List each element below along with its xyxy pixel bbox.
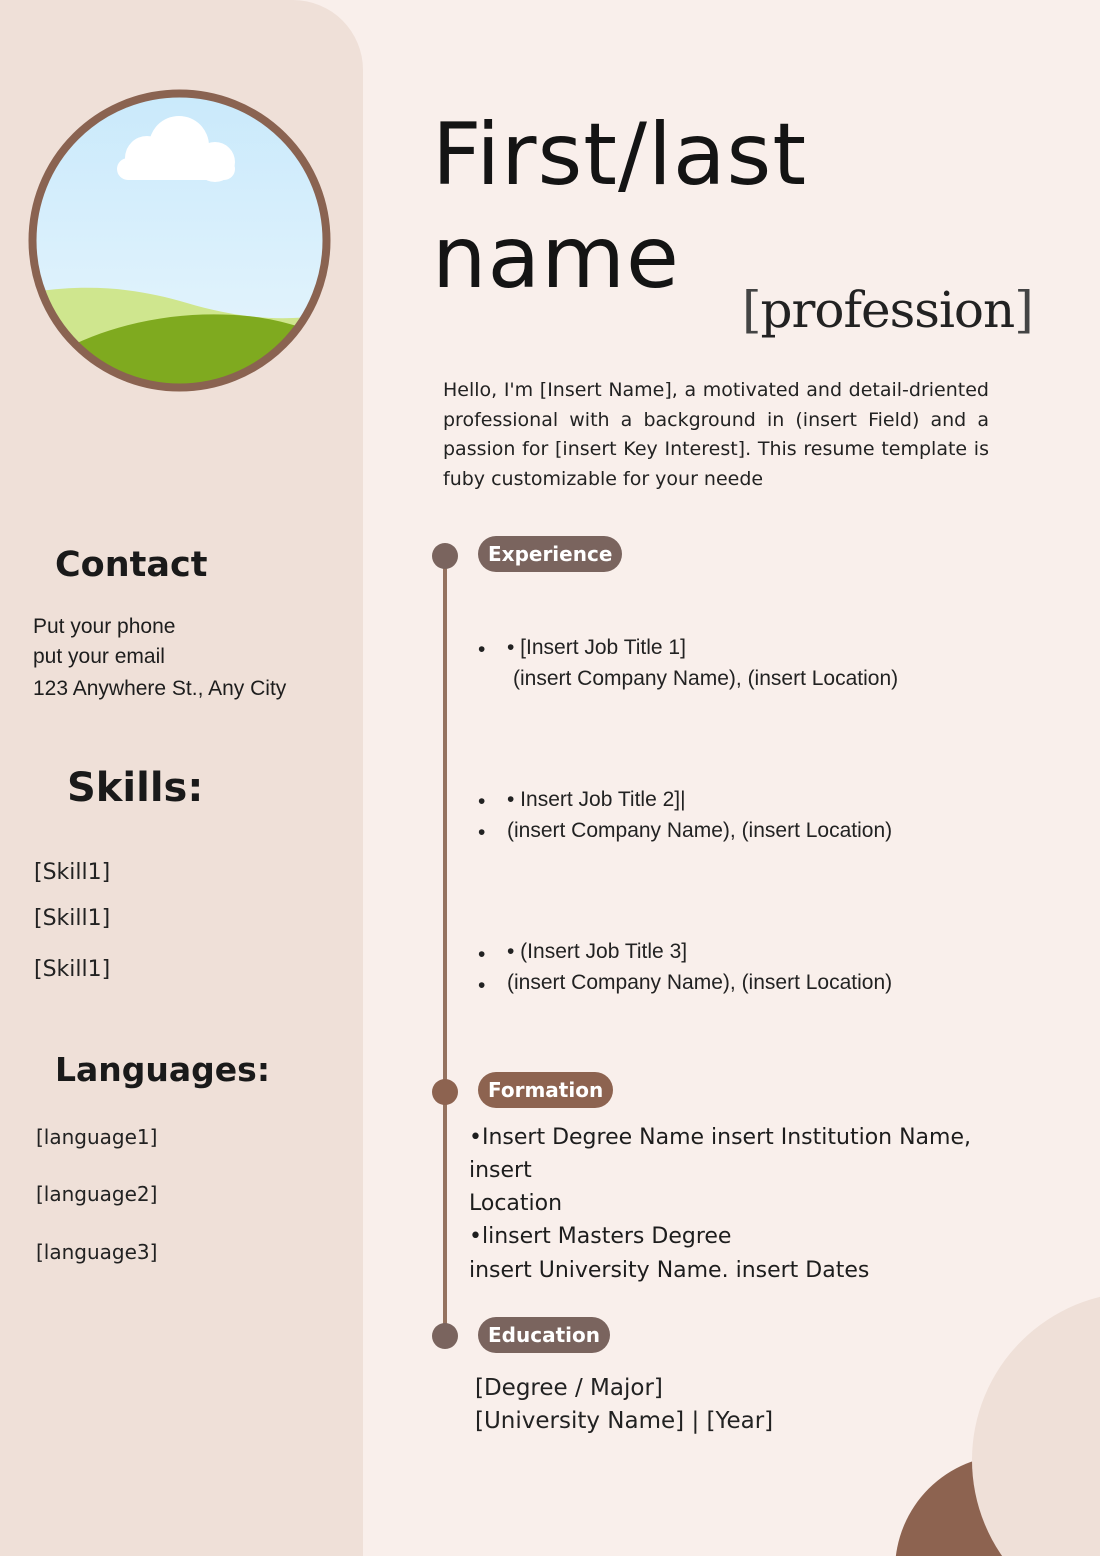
skill-item: [Skill1] (34, 906, 111, 931)
contact-address: 123 Anywhere St., Any City (33, 677, 287, 700)
formation-line: insert (469, 1158, 532, 1183)
languages-heading: Languages: (55, 1050, 271, 1089)
timeline-dot (432, 543, 458, 569)
education-badge: Education (478, 1317, 610, 1353)
contact-phone: Put your phone (33, 615, 176, 638)
job-title-2: • Insert Job Title 2]| (507, 788, 686, 811)
language-item: [language3] (36, 1240, 158, 1264)
timeline-line (443, 556, 447, 1338)
language-item: [language2] (36, 1182, 158, 1206)
timeline-dot (432, 1323, 458, 1349)
job-company-3: (insert Company Name), (insert Location) (507, 971, 893, 994)
skills-heading: Skills: (67, 765, 204, 811)
timeline-dot (432, 1079, 458, 1105)
list-bullet: • (478, 974, 486, 997)
language-item: [language1] (36, 1125, 158, 1149)
skill-item: [Skill1] (34, 957, 111, 982)
contact-email: put your email (33, 645, 165, 668)
formation-line: insert University Name. insert Dates (469, 1258, 870, 1283)
education-degree: [Degree / Major] (475, 1375, 663, 1401)
profession-text: profession (760, 281, 1015, 339)
education-university: [University Name] | [Year] (475, 1408, 774, 1434)
name-line-2: name (432, 208, 680, 308)
profile-photo[interactable] (27, 88, 332, 393)
decor-circle-beige (972, 1292, 1100, 1556)
formation-line: Location (469, 1191, 563, 1216)
job-title-3: • (Insert Job Title 3] (507, 940, 688, 963)
decor-circle-brown (895, 1455, 1100, 1556)
list-bullet: • (478, 821, 486, 844)
skill-item: [Skill1] (34, 860, 111, 885)
list-bullet: • (478, 943, 486, 966)
list-bullet: • (478, 790, 486, 813)
experience-badge: Experience (478, 536, 622, 572)
job-title-1: • [Insert Job Title 1] (507, 636, 686, 659)
intro-paragraph: Hello, I'm [Insert Name], a motivated and detail-driented professional with a background in (insert Field) and a passion for [insert Key Interest]. This resume template is fuby customizable for your neede (443, 379, 989, 490)
job-company-1: (insert Company Name), (insert Location) (513, 667, 899, 690)
formation-line: •linsert Masters Degree (469, 1224, 732, 1249)
bracket-open: [ (742, 281, 761, 339)
bracket-close: ] (1014, 281, 1033, 339)
job-company-2: (insert Company Name), (insert Location) (507, 819, 893, 842)
contact-heading: Contact (55, 545, 208, 585)
profession-title (742, 281, 1033, 339)
list-bullet: • (478, 638, 486, 661)
formation-line: •Insert Degree Name insert Institution Name, (469, 1125, 971, 1150)
formation-badge: Formation (478, 1072, 613, 1108)
name-first-last: First/last (432, 105, 808, 205)
